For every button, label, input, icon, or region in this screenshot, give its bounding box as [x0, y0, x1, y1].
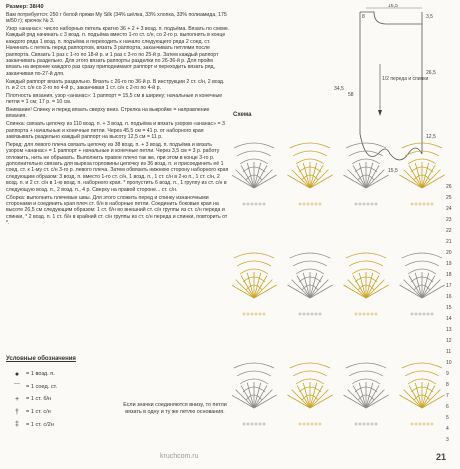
chain-mark: [251, 423, 253, 425]
chain-mark: [423, 423, 425, 425]
stitch-mark: [402, 363, 442, 368]
row-number: 5: [446, 415, 449, 421]
stitch-mark: [346, 253, 386, 258]
slip-stitch-icon: ⌒: [13, 383, 21, 391]
stitch-mark: [405, 261, 439, 266]
rapport-paragraph: Каждый раппорт вязать раздельно. Вязать с 26-го по 36-й р. В инструкции 2 ст. с/н, 2 возд. п. и 2 ст. с/н со 2-го по 4-й р., заканчивая 1 ст. с/н с 2-го по 4-й р.: [6, 78, 225, 92]
chain-mark: [319, 313, 321, 315]
double-crochet-icon: †: [15, 408, 19, 416]
stitch-mark: [234, 363, 274, 368]
legend-title: Условные обозначения: [6, 356, 76, 362]
stitch-mark: [234, 143, 274, 148]
materials-paragraph: Вам потребуется: 250 г белой пряжи My Silk (34% шёлка, 33% хлопка, 33% полиамида, 175 м/50 г); крючок № 3.: [6, 11, 227, 25]
chain-mark: [311, 313, 313, 315]
dim-label: 58: [348, 92, 354, 98]
instructions-column: [6, 4, 230, 228]
chain-mark: [315, 423, 317, 425]
chain-mark: [359, 313, 361, 315]
chain-mark: [243, 423, 245, 425]
stitch-mark: [234, 253, 274, 258]
dim-label: 15,5: [388, 168, 398, 174]
chain-mark: [363, 203, 365, 205]
chain-mark: [315, 203, 317, 205]
chain-mark: [255, 313, 257, 315]
chain-mark: [411, 313, 413, 315]
row-number: 16: [446, 294, 452, 300]
legend-row: † = 1 ст. с/н: [8, 406, 128, 419]
chain-mark: [299, 203, 301, 205]
chain-mark: [263, 313, 265, 315]
row-number: 21: [446, 239, 452, 245]
chain-mark: [259, 203, 261, 205]
chain-mark: [415, 203, 417, 205]
row-number: 4: [446, 426, 449, 432]
chain-mark: [431, 313, 433, 315]
stitch-mark: [349, 261, 383, 266]
chain-mark: [431, 203, 433, 205]
stitch-mark: [293, 151, 327, 156]
chain-mark: [363, 423, 365, 425]
stitch-mark: [349, 371, 383, 376]
back-paragraph: Спинка: связать цепочку из 110 возд. п. + 3 возд. п. подъёма и вязать узором «ананас» = 3 раппорта + начальные и конечные петли. Через 45,5 см = 41 р. от наборного края завязывать раздельно каждый раппорт на высоту 12,5 см = 11 р.: [6, 121, 225, 141]
stitch-mark: [405, 371, 439, 376]
row-number: 14: [446, 316, 452, 322]
chain-mark: [259, 423, 261, 425]
chain-mark: [427, 423, 429, 425]
assembly-paragraph: Сборка: выполнить плечевые швы. Для этого сложить перед и спинку изнаночными сторонами и соединить края плеч ст. б/н в наборные петли. Соединить боковые края на высоте 26,5 см следующим образом: 1 ст. б/н во внешний ст. с/н группы из ст. с/н переда и спинки, * 2 возд. п. 1 ст. б/н в крайний ст. с/н группы из ст. с/н переда и спинки, повторить от *.: [6, 194, 228, 227]
chain-mark: [251, 313, 253, 315]
chain-icon: ●: [14, 370, 20, 378]
page-number: 21: [436, 452, 447, 462]
chain-mark: [263, 423, 265, 425]
stitch-mark: [237, 371, 271, 376]
chain-mark: [363, 313, 365, 315]
chain-mark: [419, 313, 421, 315]
chain-mark: [375, 313, 377, 315]
stitch-mark: [346, 143, 386, 148]
stitch-mark: [290, 253, 330, 258]
chain-mark: [419, 203, 421, 205]
chain-mark: [419, 423, 421, 425]
row-number: 9: [446, 371, 449, 377]
chain-mark: [371, 313, 373, 315]
schema-label: Схема: [233, 112, 252, 118]
single-crochet-icon: +: [14, 395, 20, 403]
chain-mark: [299, 313, 301, 315]
chain-mark: [427, 313, 429, 315]
chain-mark: [259, 313, 261, 315]
stitch-mark: [402, 253, 442, 258]
row-number: 7: [446, 393, 449, 399]
chain-mark: [307, 313, 309, 315]
chain-mark: [423, 203, 425, 205]
pattern-label: 1/2 переда и спинки: [382, 76, 429, 82]
chain-mark: [303, 203, 305, 205]
chain-mark: [311, 203, 313, 205]
row-number: 25: [446, 195, 452, 201]
chain-mark: [251, 203, 253, 205]
chain-mark: [359, 423, 361, 425]
chart-body: [232, 143, 445, 425]
row-number: 22: [446, 228, 452, 234]
chain-mark: [423, 313, 425, 315]
row-number: 18: [446, 272, 452, 278]
chain-mark: [299, 423, 301, 425]
stitch-mark: [346, 363, 386, 368]
stitch-mark: [349, 151, 383, 156]
treble-crochet-icon: ‡: [15, 421, 19, 429]
gauge-paragraph: Плотность вязания, узор «ананас»: 1 раппорт = 15,5 см в ширину; начальные и конечные петли = 1 см; 17 р. = 10 см.: [6, 92, 223, 106]
row-number: 12: [446, 338, 452, 344]
row-number: 10: [446, 360, 452, 366]
row-number: 6: [446, 404, 449, 410]
row-number: 13: [446, 327, 452, 333]
row-number: 15: [446, 305, 452, 311]
pattern-paragraph: Узор «ананас»: число наборных петель кратно 36 + 2 + 3 возд. п. подъёма. Вязать по схеме. Каждый ряд начинать с 3 возд. п. подъёма вместо 1-го ст. с/н, со 2-го р. выполнять в конце каждого ряда 1 возд. п. подъёма и переходить к начало следующего ряда 2 соед. ст. Начинать с петель перед раппортом, вязать 3 раппорта, заканчивать петлями после раппорта. Связать 1 раз с 1-го по 18-й р. и 1 раз с 3-го по 25-й р. Затем каждый раппорт заканчивать раздельно. Для этого вязать раппорты разделки по 26-36-й р. Для пройм вязать на верхние каждого раз сразу приподнимают раппорт и переходить вязать ряд, заканчивая по-27-й для.: [6, 26, 230, 77]
chain-mark: [355, 423, 357, 425]
legend-row: + = 1 ст. б/н: [8, 393, 128, 406]
stitch-mark: [293, 261, 327, 266]
chain-mark: [307, 423, 309, 425]
chain-mark: [359, 203, 361, 205]
dim-label: 8: [362, 14, 365, 20]
row-number: 20: [446, 250, 452, 256]
row-number: 26: [446, 184, 452, 190]
chain-mark: [375, 423, 377, 425]
size-line: Размер: 38/40: [6, 4, 44, 10]
chain-mark: [247, 423, 249, 425]
row-number: 11: [446, 349, 452, 355]
legend: [8, 368, 128, 431]
chain-mark: [255, 423, 257, 425]
chain-mark: [355, 313, 357, 315]
chain-mark: [371, 203, 373, 205]
crochet-chart: [232, 118, 460, 448]
stitch-mark: [402, 143, 442, 148]
chain-mark: [255, 203, 257, 205]
dim-label: 3,5: [426, 14, 433, 20]
stitch-mark: [237, 261, 271, 266]
chain-mark: [319, 203, 321, 205]
dim-label: 16,5: [388, 4, 398, 9]
chain-mark: [367, 203, 369, 205]
chain-mark: [311, 423, 313, 425]
legend-note: Если значки соединяются внизу, то петли вязать в одну и ту же петлю основания.: [123, 402, 227, 415]
stitch-mark: [290, 143, 330, 148]
chain-mark: [367, 313, 369, 315]
chain-mark: [319, 423, 321, 425]
row-number: 17: [446, 283, 452, 289]
chain-mark: [431, 423, 433, 425]
chain-mark: [375, 203, 377, 205]
legend-row: ⌒ = 1 соед. ст.: [8, 381, 128, 394]
row-number: 19: [446, 261, 452, 267]
dim-label: 34,5: [334, 86, 344, 92]
legend-row: ● = 1 возд. п.: [8, 368, 128, 381]
chain-mark: [243, 313, 245, 315]
chain-mark: [263, 203, 265, 205]
chain-mark: [411, 203, 413, 205]
front-paragraph: Перед: для левого плеча связать цепочку из 38 возд. п. + 3 возд. п. подъёма и вязать узором «ананас» = 1 раппорт + начальные и конечные петли. Через 3,5 см = 3 р. работу отложить, нить не обрывать. Выполнить правое плечо так же, при этом в конце 3-го р. дополнительно связать для вырезa горловины цепочку из 36 возд. п. и присоединить её 1 соед. ст. к 1-му ст. с/н 3-го р. левого плеча. Затем обвязать нижнюю сторону наборного края следующим образом: 3 возд. п. вместо 1-го ст. с/н, 1 возд. п., 1 ст. с/н в 2-ю п., 1 ст. с/н, 2 возд. п. и 2 ст. с/н в 1-ю возд. п. наборного края. * пропустить 6 возд. п., 1 группу из ст. с/н в следующую возд. п., 2 возд. п., 4 р. Сверху на правой стороне... ст. с/н.: [6, 141, 229, 193]
chain-mark: [427, 203, 429, 205]
stitch-mark: [290, 363, 330, 368]
chain-mark: [411, 423, 413, 425]
legend-row: ‡ = 1 ст. с/2н: [8, 418, 128, 431]
chain-mark: [415, 423, 417, 425]
chain-mark: [367, 423, 369, 425]
row-number: 23: [446, 217, 452, 223]
chain-mark: [415, 313, 417, 315]
chain-mark: [303, 313, 305, 315]
stitch-mark: [293, 371, 327, 376]
stitch-mark: [405, 151, 439, 156]
chain-mark: [371, 423, 373, 425]
chain-mark: [247, 203, 249, 205]
chain-mark: [315, 313, 317, 315]
chain-mark: [307, 203, 309, 205]
chain-mark: [303, 423, 305, 425]
chain-mark: [247, 313, 249, 315]
chain-mark: [355, 203, 357, 205]
chain-mark: [243, 203, 245, 205]
attention-paragraph: Внимание! Спинку и перед вязать сверху вниз. Стрелка на выкройке = направление вязания.: [6, 107, 210, 120]
row-numbers: [446, 184, 452, 443]
row-number: 3: [446, 437, 449, 443]
row-number: 8: [446, 382, 449, 388]
stitch-mark: [237, 151, 271, 156]
dim-label: 12,5: [426, 134, 436, 140]
watermark: kruchcom.ru: [160, 453, 199, 460]
dim-label: 26,5: [426, 70, 436, 76]
row-number: 24: [446, 206, 452, 212]
